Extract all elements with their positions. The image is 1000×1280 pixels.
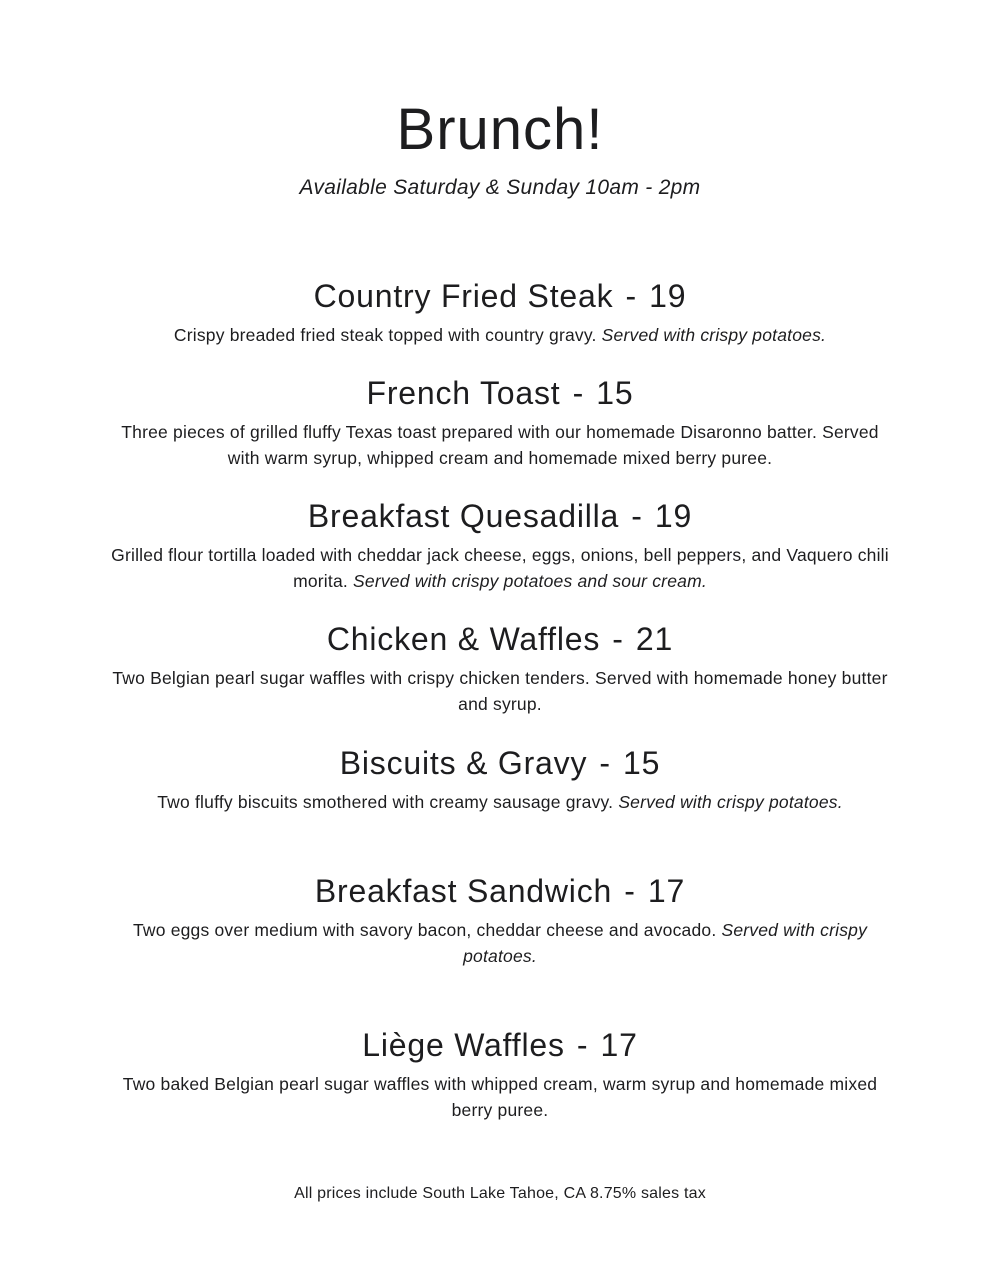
item-description: [110, 1071, 890, 1124]
item-description: [110, 419, 890, 472]
item-name: French Toast: [366, 374, 561, 411]
item-description: [110, 665, 890, 718]
item-desc-regular: Crispy breaded fried steak topped with country gravy.: [173, 324, 597, 345]
availability-note: Available Saturday & Sunday 10am - 2pm: [299, 175, 701, 199]
item-name: Country Fried Steak: [313, 277, 614, 314]
price-separator: -: [599, 744, 611, 781]
item-heading: [100, 873, 900, 910]
item-desc-italic: Served with crispy potatoes.: [601, 324, 827, 345]
item-price: 15: [623, 744, 661, 781]
item-name: Chicken & Waffles: [326, 621, 601, 658]
item-price: 19: [649, 277, 687, 314]
item-desc-regular: Two baked Belgian pearl sugar waffles with whipped cream, warm syrup and homemade mixed berry puree.: [122, 1073, 878, 1121]
item-heading: [100, 498, 900, 535]
item-desc-italic: Served with crispy potatoes.: [618, 791, 843, 812]
item-name: Breakfast Quesadilla: [307, 498, 620, 535]
price-separator: -: [625, 277, 638, 314]
price-separator: -: [576, 1027, 589, 1064]
menu-item: [100, 745, 900, 815]
item-price: 17: [647, 872, 686, 909]
item-heading: [100, 745, 900, 782]
item-desc-regular: Two eggs over medium with savory bacon, cheddar cheese and avocado.: [132, 919, 717, 940]
menu-item: [100, 498, 900, 594]
item-description: [110, 789, 890, 815]
item-desc-regular: Two Belgian pearl sugar waffles with crispy chicken tenders. Served with homemade honey butter and syrup.: [112, 668, 888, 715]
item-heading: [100, 375, 900, 412]
price-separator: -: [631, 498, 643, 535]
item-name: Breakfast Sandwich: [314, 872, 613, 909]
menu-footer: [0, 1185, 1000, 1203]
item-desc-regular: Three pieces of grilled fluffy Texas toast prepared with our homemade Disaronno batter. Served with warm syrup, whipped cream and homemade mixed berry puree.: [121, 421, 879, 468]
item-heading: [100, 278, 900, 315]
item-desc-italic: Served with crispy potatoes.: [463, 919, 868, 966]
menu-item: [100, 278, 900, 348]
item-name: Liège Waffles: [362, 1027, 565, 1064]
item-heading: [100, 1027, 900, 1064]
item-description: [110, 542, 890, 595]
price-separator: -: [624, 872, 636, 909]
menu-item: [100, 375, 900, 471]
item-name: Biscuits & Gravy: [339, 744, 588, 781]
item-price: 15: [596, 374, 634, 411]
item-price: 21: [635, 621, 674, 658]
tax-note: All prices include South Lake Tahoe, CA 8.75% sales tax: [294, 1185, 706, 1203]
item-desc-regular: Grilled flour tortilla loaded with cheddar jack cheese, eggs, onions, bell peppers, and Vaquero chili morita.: [111, 544, 889, 592]
menu-list: [0, 278, 1000, 1124]
menu-item: [100, 1027, 900, 1123]
item-description: [110, 322, 890, 348]
price-separator: -: [612, 621, 624, 658]
item-desc-italic: Served with crispy potatoes and sour cream.: [353, 571, 707, 592]
item-price: 19: [654, 498, 693, 535]
item-desc-regular: Two fluffy biscuits smothered with creamy sausage gravy.: [157, 791, 614, 812]
price-separator: -: [572, 374, 585, 411]
menu-item: [100, 873, 900, 969]
page-title: Brunch!: [396, 97, 604, 162]
item-price: 17: [600, 1027, 638, 1064]
item-heading: [100, 621, 900, 658]
menu-item: [100, 621, 900, 717]
menu-header: [0, 98, 1000, 200]
item-description: [110, 917, 890, 970]
